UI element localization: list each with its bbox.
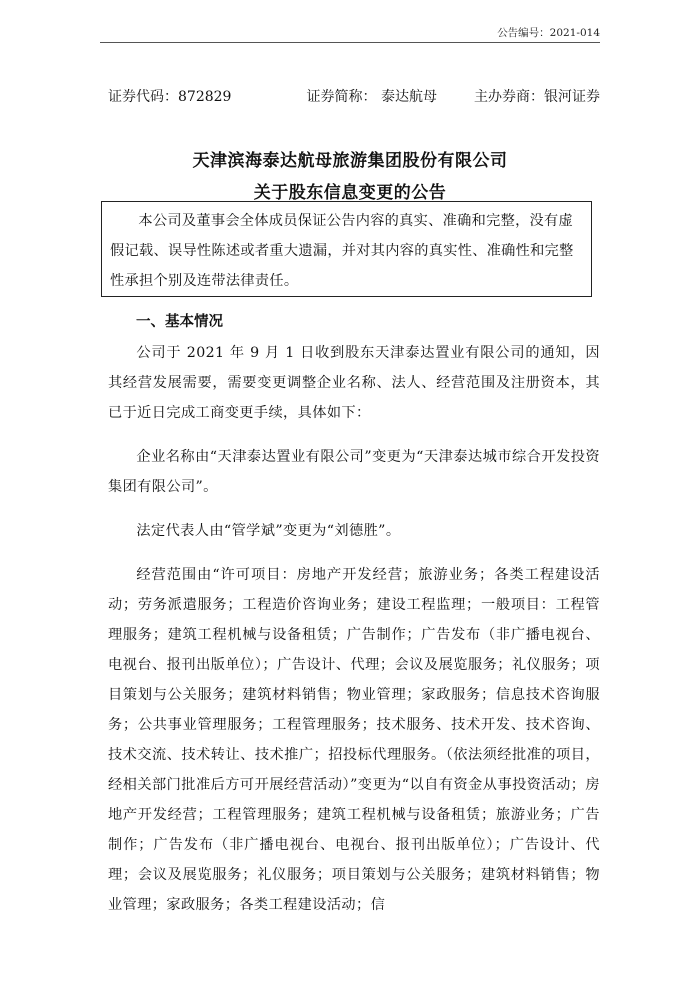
header-rule — [100, 42, 600, 43]
section-heading: 一、基本情况 — [136, 314, 223, 330]
paragraph: 经营范围由“许可项目：房地产开发经营；旅游业务；各类工程建设活动；劳务派遣服务；工程造价咨询业务；建设工程监理；一般项目：工程管理服务；建筑工程机械与设备租赁；广告制作；广告发布（非广播电视台、电视台、报刊出版单位）；广告设计、代理；会议及展览服务；礼仪服务；项目策划与公关服务；建筑材料销售；物业管理；家政服务；信息技术咨询服务；公共事业管理服务；工程管理服务；技术服务、技术开发、技术咨询、技术交流、技术转让、技术推广；招投标代理服务。（依法须经批准的项目，经相关部门批准后方可开展经营活动）”变更为“以自有资金从事投资活动；房地产开发经营；工程管理服务；建筑工程机械与设备租赁；旅游业务；广告制作；广告发布（非广播电视台、电视台、报刊出版单位）；广告设计、代理；会议及展览服务；礼仪服务；项目策划与公关服务；建筑材料销售；物业管理；家政服务；各类工程建设活动；信 — [108, 567, 600, 913]
announcement-number: 公告编号：2021-014 — [497, 27, 600, 39]
disclaimer-box — [101, 201, 592, 297]
announcement-title: 关于股东信息变更的公告 — [253, 183, 447, 203]
securities-info-row — [108, 86, 600, 106]
sponsor-broker: 主办券商：银河证券 — [474, 89, 600, 105]
body-text — [108, 338, 600, 934]
securities-code: 证券代码：872829 — [108, 89, 232, 105]
paragraph: 公司于 2021 年 9 月 1 日收到股东天津泰达置业有限公司的通知，因其经营发展需要，需要变更调整企业名称、法人、经营范围及注册资本，其已于近日完成工商变更手续，具体如下： — [108, 345, 600, 421]
disclaimer-text: 本公司及董事会全体成员保证公告内容的真实、准确和完整，没有虚假记载、误导性陈述或者重大遗漏，并对其内容的真实性、准确性和完整性承担个别及连带法律责任。 — [110, 213, 574, 289]
securities-short-name: 证券简称： 泰达航母 — [306, 89, 437, 105]
company-title: 天津滨海泰达航母旅游集团股份有限公司 — [192, 151, 508, 171]
paragraph: 企业名称由“天津泰达置业有限公司”变更为“天津泰达城市综合开发投资集团有限公司”。 — [108, 449, 600, 495]
paragraph: 法定代表人由“管学斌”变更为“刘德胜”。 — [136, 523, 401, 539]
